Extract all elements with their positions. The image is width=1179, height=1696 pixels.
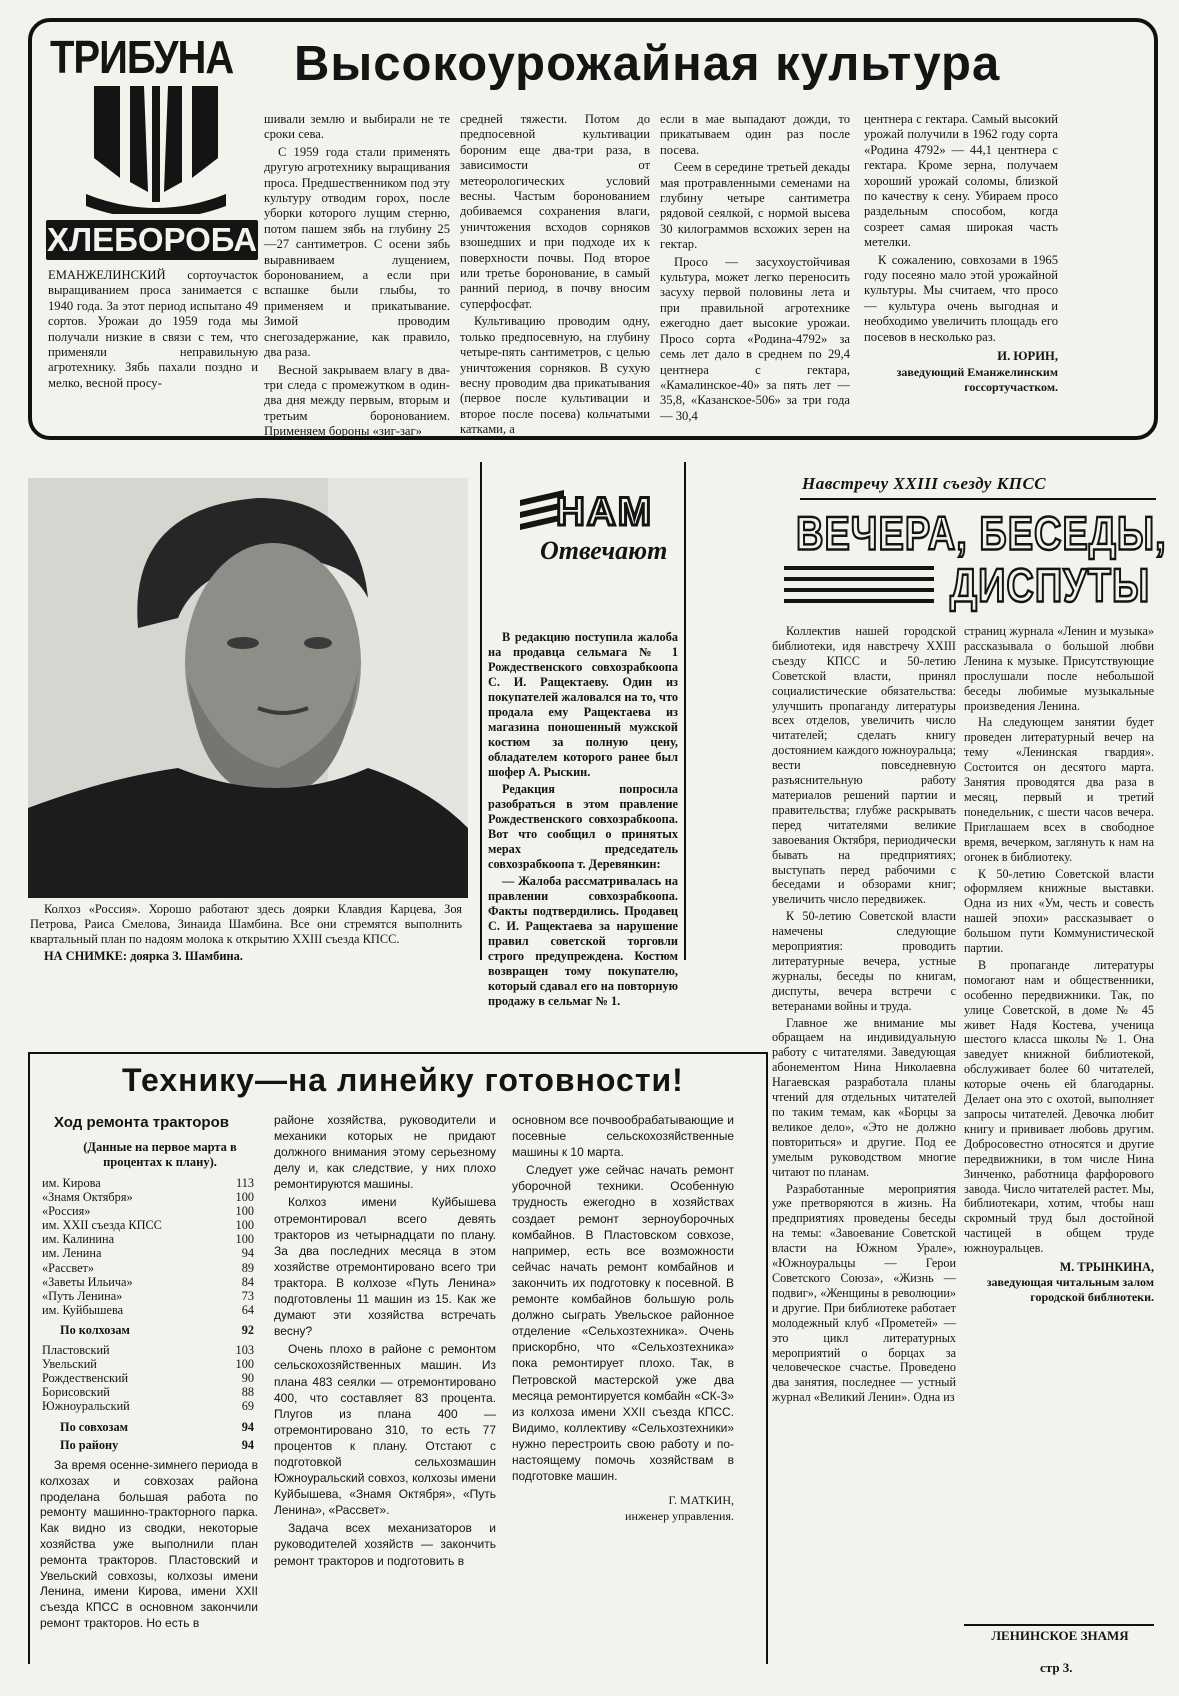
total-rayon-label: По району — [60, 1437, 119, 1452]
row-name: им. XXII съезда КПСС — [42, 1218, 162, 1233]
table-row — [42, 1399, 254, 1413]
photo-caption-line2: НА СНИМКЕ: доярка З. Шамбина. — [44, 949, 243, 963]
top-col-2-p2: С 1959 года стали применять другую агротехнику выращивания проса. Предшественником под эту культуру отводим горох, после уборки которого лущим стерню, потом пашем зябь на глубину 25—27 сантиметров. С осени зябь выравниваем лущением, боронованием, а если при вспашке были глыбы, то применяем и прикатывание. Зимой проводим снегозадержание, как правило, два раза. — [264, 144, 450, 360]
sovkhoz-list — [42, 1343, 254, 1413]
row-name: Пластовский — [42, 1343, 110, 1358]
top-col-2-p1: шивали землю и выбирали не те сроки сева. — [264, 112, 450, 142]
tech-right-rule — [766, 1052, 768, 1664]
top-col-5-p1: центнера с гектара. Самый высокий урожай получили в 1962 году сорта «Родина 4792» — 44,1 центнера с гектара. Кроме зерна, получаем хороший урожай соломы, близкой по качеству к сену. Убираем просо раздельным способом, когда созреет самая широкая часть метелки. — [864, 112, 1058, 250]
tribuna-logo — [46, 32, 258, 262]
evenings-b-p3: К 50-летию Советской власти оформляем книжные выставки. Одна из них «Ум, честь и совесть нашей эпохи» рассказывает о большом пути Коммунистической партии. — [964, 866, 1154, 956]
table-row — [42, 1261, 254, 1275]
photo-caption — [30, 902, 462, 966]
row-name: Южноуральский — [42, 1399, 130, 1414]
row-value: 84 — [241, 1274, 254, 1289]
row-value: 100 — [235, 1204, 254, 1219]
answers-left-rule — [480, 462, 482, 960]
logo-bottom-box — [46, 220, 258, 260]
total-sovkhoz-value: 94 — [241, 1419, 254, 1434]
evenings-b-p1: страниц журнала «Ленин и музыка» рассказывала о большой любви Ленина к музыке. Присутствующие прослушали после небольшой беседы любимые музыкальные произведения Ленина. — [964, 624, 1154, 713]
kolkhoz-list — [42, 1176, 254, 1317]
row-name: «Знамя Октября» — [42, 1190, 133, 1205]
evenings-b-p2: На следующем занятии будет проведен литературный вечер на тему «Ленинская гвардия». Состоится он десятого марта. Занятия проводятся два раза в месяц, первый и третий понедельник, с шести часов вечера. Приглашаем всех в свободное время, вечерком, заглянуть к нам на огонек в библиотеку. — [964, 715, 1154, 864]
top-col-3 — [460, 112, 650, 440]
row-value: 100 — [235, 1190, 254, 1205]
total-sovkhoz-row — [60, 1420, 254, 1434]
table-row — [42, 1176, 254, 1190]
row-name: им. Калинина — [42, 1232, 115, 1247]
top-signature-name: И. ЮРИН, — [997, 349, 1058, 364]
evenings-signature-name: М. ТРЫНКИНА, — [1059, 1260, 1154, 1275]
evenings-col-a — [772, 624, 956, 1407]
row-value: 90 — [241, 1371, 254, 1386]
table-row — [42, 1218, 254, 1232]
table-row — [42, 1371, 254, 1385]
tech-col-3-p2: Следует уже сейчас начать ремонт уборочной техники. Особенную трудность ежегодно в хозяйствах создает ремонт зерноуборочных комбайнов. В Пластовском совхозе, например, есть все возможности сейчас начать ремонт комбайнов и закончить их подготовку к посевной. В ремонте комбайнов большую роль должно сыграть Увельское районное отделение «Сельхозтехника». Очень прискорбно, что «Сельхозтехника» пока ремонтирует плохо. Так, в Петровской мастерской уже два месяца ремонтируется комбайн «СК-3» из колхоза имени XXII съезда КПСС. Видимо, коллективу «Сельхозтехники» нужно перестроить свою работу и по-настоящему помочь хозяйствам в подготовке машин. — [512, 1163, 734, 1484]
top-col-1-p1: ЕМАНЖЕЛИНСКИЙ сортоучасток выращиванием проса занимается с 1940 года. За этот период испытано 49 сортов. Урожаи до 1959 года мы получали низкие в связи с тем, что применяли неправильную агротехнику. Зябь пахали поздно и мелко, весной просу- — [48, 268, 258, 390]
top-col-4-p3: Просо — засухоустойчивая культура, может легко переносить засуху первой половины лета и при правильной агротехнике ежегодно дает высокие урожаи. Просо сорта «Родина-4792» за семь лет дало в среднем по 29,4 центнера с гектара, «Камалинское-40» за пять лет — 35,8, «Казанское-506» за три года — 30,4 — [660, 254, 850, 423]
top-headline: Высокоурожайная культура — [294, 37, 1001, 91]
row-name: им. Ленина — [42, 1246, 102, 1261]
evenings-a-p1: Коллектив нашей городской библиотеки, идя навстречу XXIII съезду КПСС и 50-летию Советской власти, принял социалистические обязательства: улучшить пропаганду литературы всех отделов, увеличить число читателей; сделать книгу достоянием каждого южноуральца; вести повседневную разъяснительную работу материалов решений партии и правительства; глубже раскрывать перед читателями великие завоевания Октября, периодически бывать на предприятиях; выступать перед рабочими с беседами и обзорами книг; увеличить число передвижек. — [772, 624, 956, 907]
row-name: «Россия» — [42, 1204, 91, 1219]
row-value: 113 — [236, 1176, 254, 1190]
tech-col-2-p1: районе хозяйства, руководители и механики которых не придают должного внимания этому серьезному делу и, как следствие, у них плохо ремонтируются машины. — [274, 1113, 496, 1192]
top-col-4 — [660, 112, 850, 426]
tech-table-title: Ход ремонта тракторов — [54, 1114, 229, 1131]
tech-col-2-p2: Колхоз имени Куйбышева отремонтировал всего девять тракторов из четырнадцати по плану. За два последних месяца в этом хозяйстве отремонтировано всего три трактора. В колхозе «Путь Ленина» подготовлены 11 машин из 15. Как же думают эти хозяйства встречать весну? — [274, 1195, 496, 1339]
row-value: 89 — [241, 1260, 254, 1275]
row-name: Рождественский — [42, 1371, 129, 1386]
table-row — [42, 1232, 254, 1246]
row-name: Увельский — [42, 1357, 97, 1372]
table-row — [42, 1303, 254, 1317]
answers-logo-main: НАМ — [556, 490, 654, 534]
row-value: 64 — [241, 1302, 254, 1317]
row-value: 100 — [235, 1218, 254, 1233]
tech-col-1-text — [40, 1458, 258, 1634]
logo-bottom-text: ХЛЕБОРОБА — [46, 221, 258, 258]
top-col-5 — [864, 112, 1058, 395]
top-col-2 — [264, 112, 450, 442]
total-kolkhoz-label: По колхозам — [60, 1322, 130, 1337]
row-value: 100 — [235, 1232, 254, 1247]
tech-signature-name: Г. МАТКИН, — [668, 1493, 734, 1508]
total-kolkhoz-row — [60, 1323, 254, 1337]
evenings-stripes-icon — [784, 566, 934, 614]
evenings-title-1: ВЕЧЕРА, БЕСЕДЫ, — [796, 508, 1167, 561]
tech-col-2 — [274, 1112, 496, 1571]
total-kolkhoz-value: 92 — [241, 1322, 254, 1337]
top-signature-role: заведующий Еманжелинским госсортучастком. — [896, 364, 1058, 394]
photo-caption-text: Колхоз «Россия». Хорошо работают здесь доярки Клавдия Карцева, Зоя Петрова, Раиса Смелова, Зинаида Шамбина. Все они стремятся выполнить квартальный план по надоям молока к открытию XXIII съезда КПСС. — [30, 902, 462, 946]
row-value: 103 — [235, 1343, 254, 1358]
tech-col-1-p1: За время осенне-зимнего периода в колхозах и совхозах района проделана большая работа по ремонту машинно-тракторного парка. Как видно из сводки, некоторые хозяйства уже выполнили план ремонта тракторов. Пластовский и Увельский совхозы, колхозы имени Ленина, имени Кирова, имени XXII съезда КПСС в основном закончили ремонт тракторов. Но есть в — [40, 1458, 258, 1630]
total-rayon-value: 94 — [241, 1437, 254, 1452]
wheat-icon — [86, 82, 226, 214]
answers-logo-script: Отвечают — [540, 536, 668, 565]
tech-table — [42, 1176, 254, 1452]
evenings-a-p4: Разработанные мероприятия уже претворяются в жизнь. На предприятиях проведены беседы на темы: «Завоевание Советской власти на Южном Урале», «Южноуральцы — Герои Советского Союза», «Жизнь — подвиг», «Женщины в революции» и другие. При библиотеке работает молодежный клуб «Прометей» — это цикл литературных мероприятий о борцах за человеческое счастье. Проведено два занятия, последнее — устный журнал «Великий Ленин». Одна из — [772, 1181, 956, 1405]
answers-right-rule — [684, 462, 686, 960]
top-col-3-p2: Культивацию проводим одну, только предпосевную, на глубину четыре-пять сантиметров, с целью уничтожения сорняков. В сухую весну проводим два прикатывания (первое после культивации и второе после посева) кольчатыми катками, а — [460, 314, 650, 437]
tech-col-3 — [512, 1112, 734, 1524]
answers-p3: — Жалоба рассматривалась на правлении совхозрабкоопа. Факты подтвердились. Продавец С. И. Ращектаева за нарушение правил советской торговли строго предупреждена. Костюм возвращен тому покупателю, который сдавал его на повторную продажу в сельмаг № 1. — [488, 874, 678, 1008]
evenings-col-b — [964, 624, 1154, 1305]
tech-headline: Технику—на линейку готовности! — [122, 1062, 684, 1098]
logo-top-text: ТРИБУНА — [50, 32, 234, 84]
answers-p1: В редакцию поступила жалоба на продавца сельмага № 1 Рождественского совхозрабкоопа С. И. Ращектаеву. Один из покупателей жаловался на то, что продала ему Ращектаева из магазина поношенный мужской костюм за полную цену, обладателем которого ранее был шофер А. Рыскин. — [488, 630, 678, 779]
table-row — [42, 1190, 254, 1204]
row-name: «Заветы Ильича» — [42, 1274, 133, 1289]
top-col-5-p2: К сожалению, совхозами в 1965 году посеяно мало этой урожайной культуры. Мы считаем, что просо — культура очень выгодная и необходимо увеличить площадь его посевов в несколько раз. — [864, 252, 1058, 344]
table-row — [42, 1289, 254, 1303]
row-name: «Рассвет» — [42, 1260, 95, 1275]
answers-body — [488, 630, 678, 1011]
tech-col-2-p3: Очень плохо в районе с ремонтом сельскохозяйственных машин. Из плана 483 сеялки — отремонтировано 400, что составляет 83 процента. Плугов из плана 400 — отремонтировано 310, то есть 77 процентов к плану. Отстают с подготовкой сельхозмашин Южноуральский совхоз, колхозы имени Куйбышева, «Знамя Октября», «Путь Ленина», «Рассвет». — [274, 1342, 496, 1518]
top-col-1 — [48, 268, 258, 393]
row-value: 94 — [241, 1246, 254, 1261]
row-value: 69 — [241, 1399, 254, 1414]
top-col-4-p2: Сеем в середине третьей декады мая протравленными семенами на глубину четыре сантиметра рядовой сеялкой, с нормой высева 30 килограммов всхожих зерен на гектар. — [660, 160, 850, 252]
evenings-title-2: ДИСПУТЫ — [950, 560, 1151, 613]
tech-top-rule — [28, 1052, 768, 1054]
table-row — [42, 1275, 254, 1289]
table-row — [42, 1204, 254, 1218]
row-value: 100 — [235, 1357, 254, 1372]
footer-page: стр 3. — [1040, 1660, 1073, 1675]
evenings-signature-role: заведующая читальным залом городской библиотеки. — [986, 1274, 1154, 1304]
table-row — [42, 1385, 254, 1399]
table-row — [42, 1246, 254, 1260]
row-value: 88 — [241, 1385, 254, 1400]
row-name: Борисовский — [42, 1385, 110, 1400]
row-value: 73 — [241, 1288, 254, 1303]
footer-paper-name: ЛЕНИНСКОЕ ЗНАМЯ — [991, 1628, 1129, 1643]
table-row — [42, 1343, 254, 1357]
row-name: им. Кирова — [42, 1176, 101, 1190]
tech-table-sub: (Данные на первое марта в процентах к плану). — [83, 1140, 237, 1169]
answers-p2: Редакция попросила разобраться в этом правление Рождественского совхозрабкоопа. Вот что сообщил о принятых мерах председатель совхозрабкоопа т. Деревянкин: — [488, 782, 678, 871]
evenings-kicker: Навстречу XXIII съезду КПСС — [802, 474, 1047, 493]
footer-rule — [964, 1624, 1154, 1626]
top-col-4-p1: если в мае выпадают дожди, то прикатываем один раз после посева. — [660, 112, 850, 157]
tech-left-rule — [28, 1052, 30, 1664]
portrait-image — [28, 478, 468, 898]
evenings-a-p2: К 50-летию Советской власти намечены следующие мероприятия: проводить литературные вечера, устные журналы, беседы по книгам, диспуты, вечера встречи с ветеранами войны и труда. — [772, 909, 956, 1013]
table-row — [42, 1357, 254, 1371]
milkmaid-photo — [28, 478, 468, 898]
evenings-b-p4: В пропаганде литературы помогают нам и общественники, особенно передвижники. Так, по улице Советской, в доме № 45 живет Надя Костева, ученица шестого класса школы № 1. Она заведует книжной библиотекой, обслуживает более 60 читателей, которые очень ей благодарны. Делает она это с охотой, выполняет запросы читателей. Девочка любит книгу и прививает любовь другим. Добросовестно относятся и другие передвижники, в том числе Нина Зинченко, работница фарфорового завода. Число читателей растет. Мы, библиотекари, хотим, чтобы наш скромный труд был достойной частицей в общем труде южноуральцев. — [964, 957, 1154, 1256]
row-name: им. Куйбышева — [42, 1302, 124, 1317]
evenings-kicker-rule — [800, 498, 1156, 500]
tech-col-2-p4: Задача всех механизаторов и руководителей хозяйств — закончить ремонт тракторов и подготовить в — [274, 1521, 496, 1568]
top-col-3-p1: средней тяжести. Потом до предпосевной культивации бороним еще два-три раза, в зависимости от метеорологических условий весны. Частым боронованием добиваемся сохранения влаги, уничтожения всходов сорняков взошедших и при подходе их к поверхности почвы. Под второе или третье боронование, в самый ранний период, в почву вносим суперфосфат. — [460, 112, 650, 311]
answers-logo — [520, 490, 680, 580]
top-col-2-p3: Весной закрываем влагу в два-три следа с промежутком в один-два дня между первым, вторым и третьим боронованием. Применяем бороны «зиг-заг» — [264, 362, 450, 439]
row-name: «Путь Ленина» — [42, 1288, 123, 1303]
tech-signature-role: инженер управления. — [625, 1509, 734, 1524]
total-sovkhoz-label: По совхозам — [60, 1419, 129, 1434]
evenings-a-p3: Главное же внимание мы обращаем на индивидуальную работу с читателями. Заведующая абонементом Нина Николаевна Нагаевская разработала планы чтений для отдельных читателей по таким темам, как «Борцы за великое дело», «Это не должно повториться» и другие. Под ее умелым руководством многие читают по планам. — [772, 1015, 956, 1179]
total-rayon-row — [60, 1438, 254, 1452]
tech-col-3-p1: основном все почвообрабатывающие и посевные сельскохозяйственные машины к 10 марта. — [512, 1113, 734, 1160]
